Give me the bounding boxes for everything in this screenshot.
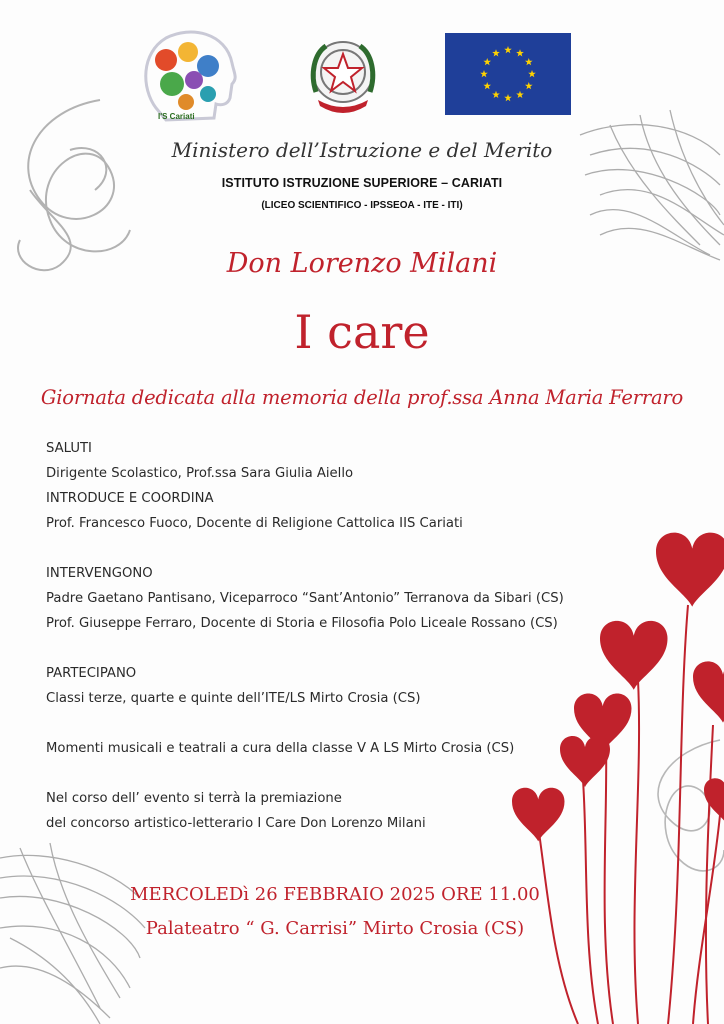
section-heading-intervengono: INTERVENGONO [46,566,153,581]
logo-caption: I'S Cariati [158,112,195,121]
italian-republic-emblem [302,34,384,120]
program-line: Prof. Giuseppe Ferraro, Docente di Storia e Filosofia Polo Liceale Rossano (CS) [46,616,558,631]
program-line: Momenti musicali e teatrali a cura della classe V A LS Mirto Crosia (CS) [46,741,515,756]
institute-branches: (LICEO SCIENTIFICO - IPSSEOA - ITE - ITI) [261,200,463,211]
program-line: del concorso artistico-letterario I Care Don Lorenzo Milani [46,816,426,831]
program-line: Dirigente Scolastico, Prof.ssa Sara Giulia Aiello [46,466,354,481]
event-name: Don Lorenzo Milani [226,248,498,279]
section-heading-saluti: SALUTI [46,441,92,456]
iis-cariati-logo [136,28,240,124]
program-line: Nel corso dell’ evento si terrà la premiazione [46,791,342,806]
event-date-time: MERCOLEDì 26 FEBBRAIO 2025 ORE 11.00 [130,884,540,905]
ministry-heading: Ministero dell’Istruzione e del Merito [171,138,553,162]
section-heading-introduce: INTRODUCE E COORDINA [46,491,214,506]
institute-name: ISTITUTO ISTRUZIONE SUPERIORE – CARIATI [221,176,503,190]
event-subtitle: Giornata dedicata alla memoria della prof.ssa Anna Maria Ferraro [40,386,684,409]
program-line: Padre Gaetano Pantisano, Viceparroco “Sant’Antonio” Terranova da Sibari (CS) [46,591,564,606]
program-line: Prof. Francesco Fuoco, Docente di Religione Cattolica IIS Cariati [46,516,463,531]
event-venue: Palateatro “ G. Carrisi” Mirto Crosia (CS) [145,918,525,939]
event-title: I care [294,305,430,359]
program-list [46,436,666,836]
program-line: Classi terze, quarte e quinte dell’ITE/LS Mirto Crosia (CS) [46,691,421,706]
eu-flag-icon [445,33,571,115]
section-heading-partecipano: PARTECIPANO [46,666,137,681]
